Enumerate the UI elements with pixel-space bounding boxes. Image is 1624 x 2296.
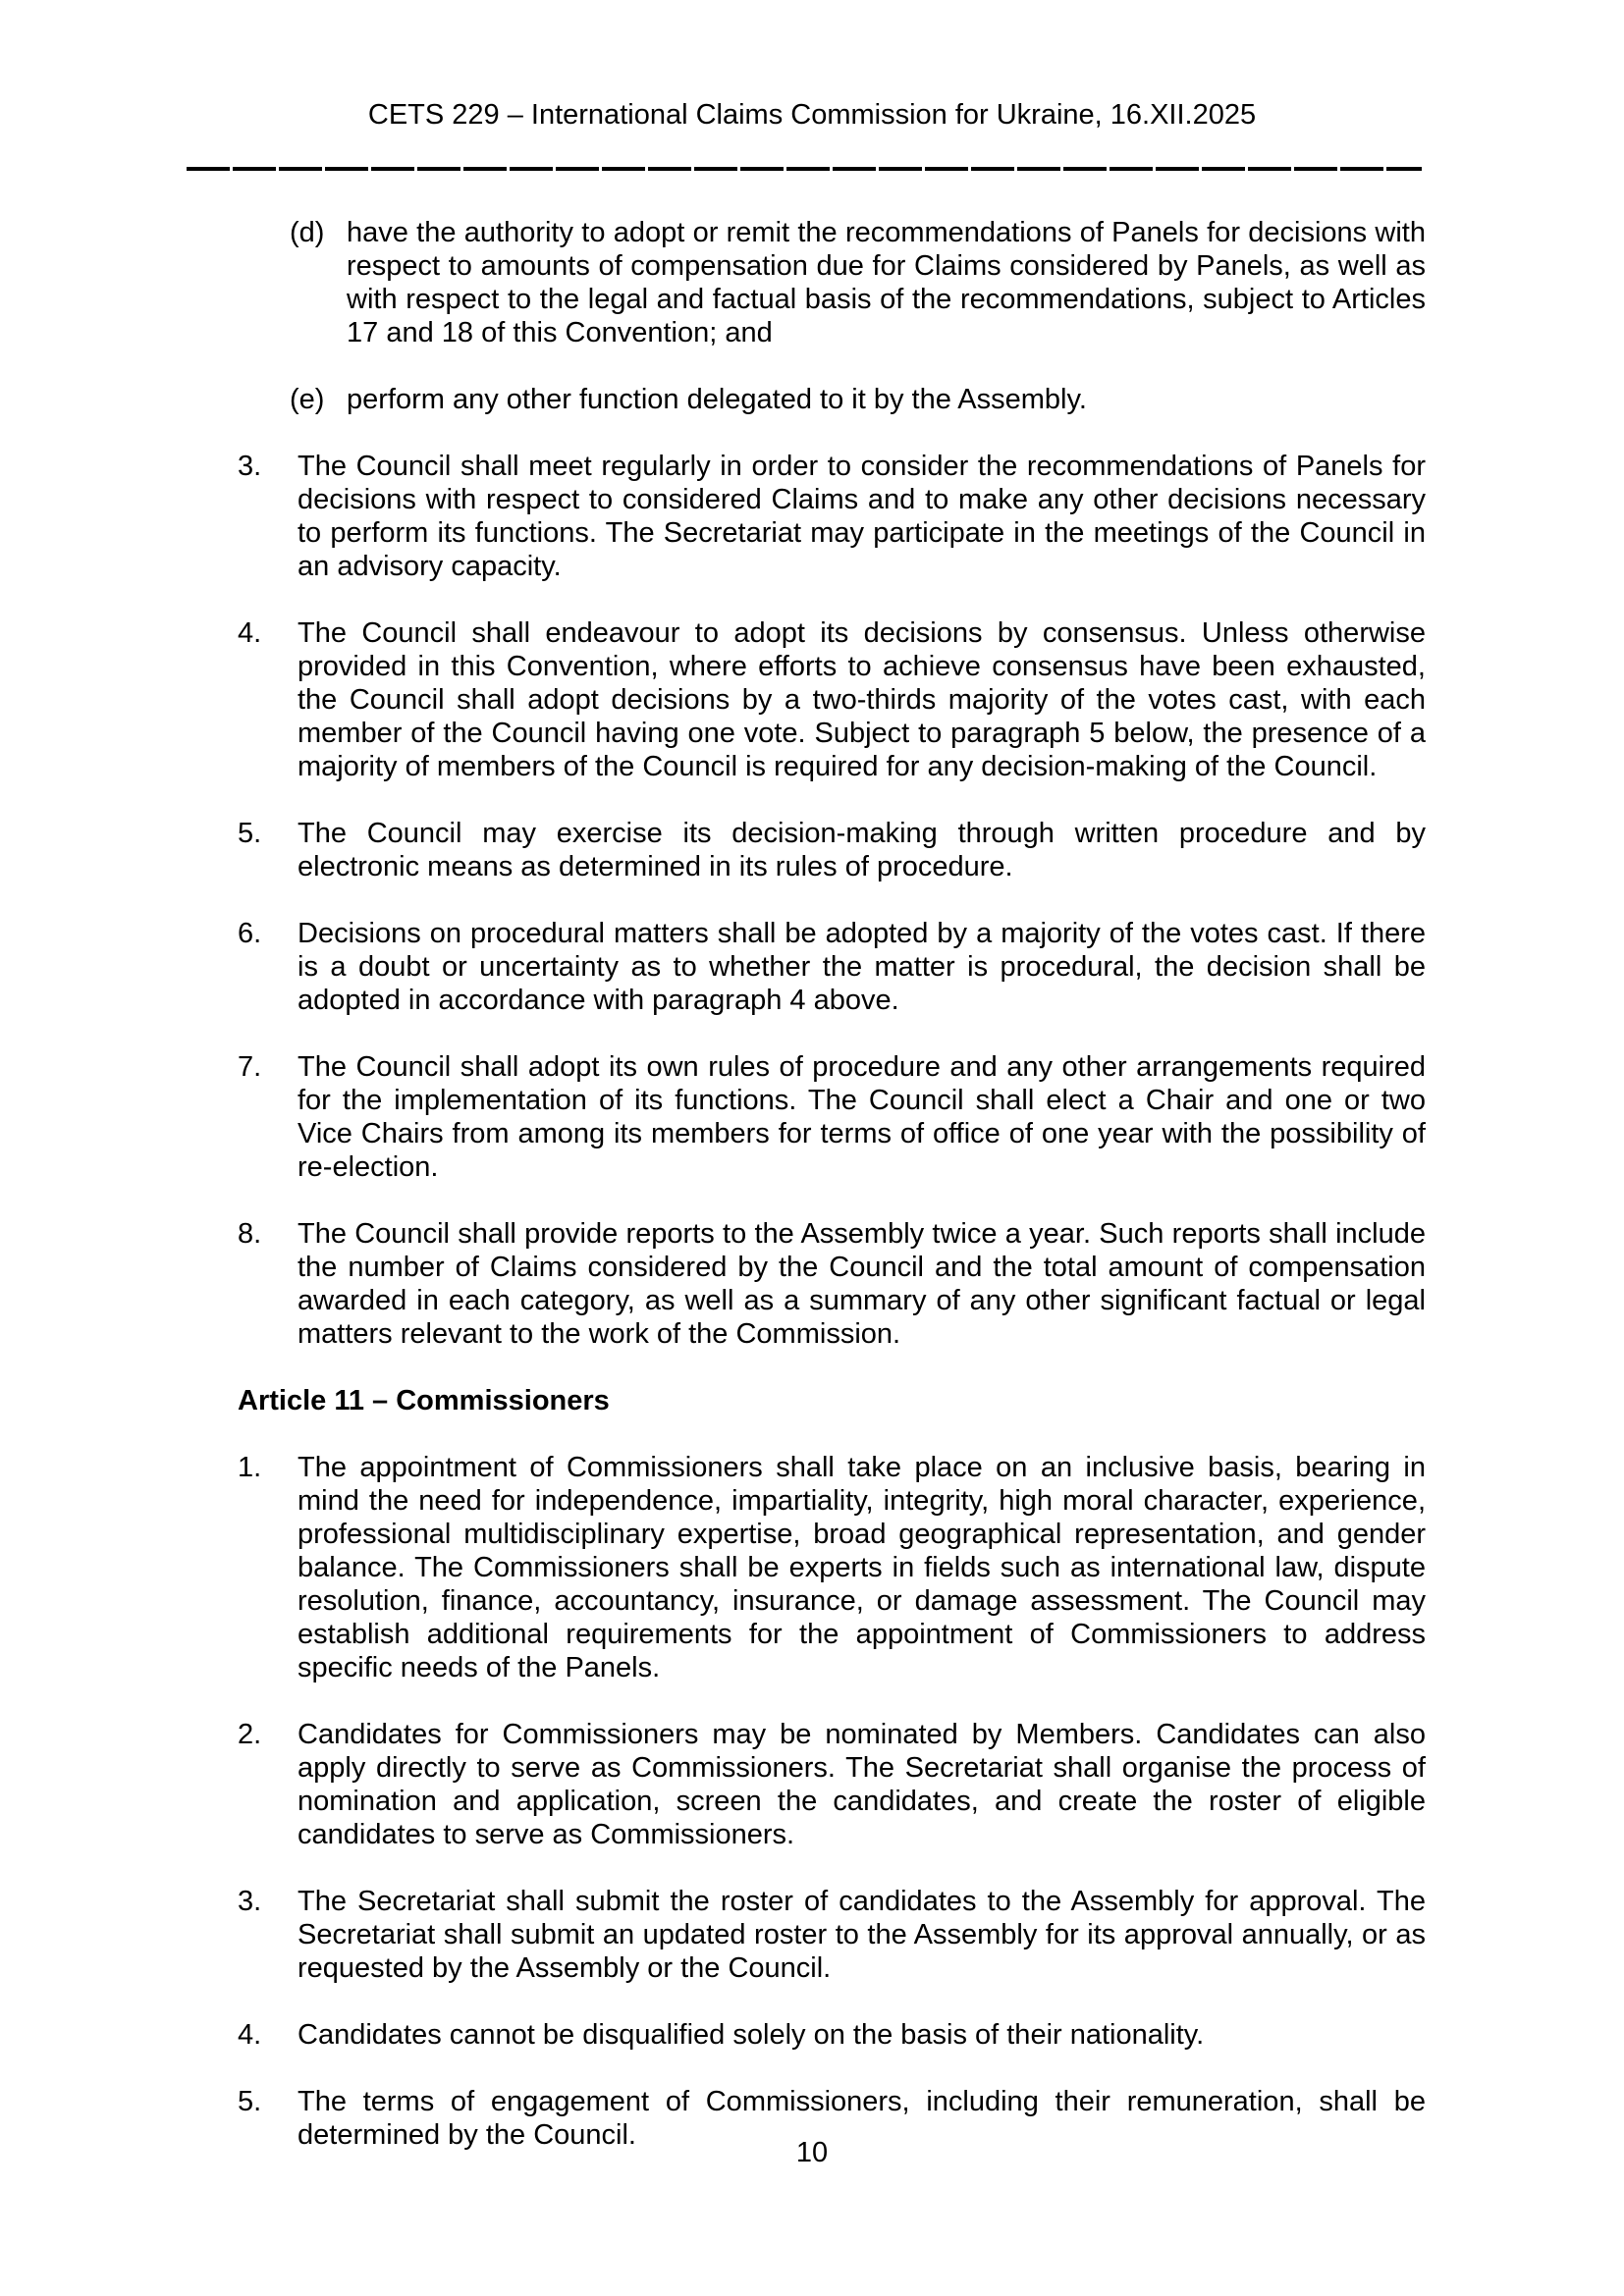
list-item-council-4 [238, 616, 1426, 783]
list-item-commissioners-1 [238, 1451, 1426, 1684]
item-text: The Council shall endeavour to adopt its decisions by consensus. Unless otherwise provided in this Convention, where efforts to achieve consensus have been exhausted, the Council shall adopt decisions by a two-thirds majority of the votes cast, with each member of the Council having one vote. Subject to paragraph 5 below, the presence of a majority of members of the Council is required for any decision-making of the Council. [298, 617, 1426, 782]
item-text: Candidates cannot be disqualified solely on the basis of their nationality. [298, 2019, 1205, 2051]
list-item-commissioners-4 [238, 2018, 1426, 2052]
page-footer [0, 2136, 1624, 2169]
item-text: The Secretariat shall submit the roster of candidates to the Assembly for approval. The Secretariat shall submit an updated roster to the Assembly for its approval annually, or as requested by the Assembly or the Council. [298, 1886, 1426, 1984]
item-number: 3. [238, 451, 262, 482]
item-number: 6. [238, 918, 262, 949]
list-item-council-5 [238, 817, 1426, 883]
item-number: 7. [238, 1051, 262, 1083]
clause-label: (d) [290, 217, 325, 248]
item-text: The Council shall adopt its own rules of procedure and any other arrangements required for the implementation of its functions. The Council shall elect a Chair and one or two Vice Chairs from among its members for terms of office of one year with the possibility of re-election. [298, 1051, 1426, 1183]
item-text: The Council may exercise its decision-making through written procedure and by electronic means as determined in its rules of procedure. [298, 818, 1426, 882]
clause-text: have the authority to adopt or remit the recommendations of Panels for decisions with respect to amounts of compensation due for Claims considered by Panels, as well as with respect to the legal and factual basis of the recommendations, subject to Articles 17 and 18 of this Convention; and [347, 217, 1426, 348]
item-number: 5. [238, 818, 262, 849]
list-item-council-7 [238, 1050, 1426, 1184]
item-text: The terms of engagement of Commissioners, including their remuneration, shall be determined by the Council. [298, 2086, 1426, 2151]
item-number: 3. [238, 1886, 262, 1917]
item-text: The Council shall provide reports to the Assembly twice a year. Such reports shall include the number of Claims considered by the Council and the total amount of compensation awarded in each category, as well as a summary of any other significant factual or legal matters relevant to the work of the Commission. [298, 1218, 1426, 1350]
clause-item-e [238, 383, 1426, 416]
clause-item-d [238, 216, 1426, 349]
item-number: 8. [238, 1218, 262, 1250]
page-number: 10 [795, 2137, 829, 2168]
clause-label: (e) [290, 384, 325, 415]
page-header-title: CETS 229 – International Claims Commission for Ukraine, 16.XII.2025 [367, 99, 1257, 131]
item-text: Decisions on procedural matters shall be adopted by a majority of the votes cast. If there is a doubt or uncertainty as to whether the matter is procedural, the decision shall be adopted in accordance with paragraph 4 above. [298, 918, 1426, 1016]
item-text: The appointment of Commissioners shall take place on an inclusive basis, bearing in mind the need for independence, impartiality, integrity, high moral character, experience, professional multidisciplinary expertise, broad geographical representation, and gender balance. The Commissioners shall be experts in fields such as international law, dispute resolution, finance, accountancy, insurance, or damage assessment. The Council may establish additional requirements for the appointment of Commissioners to address specific needs of the Panels. [298, 1452, 1426, 1683]
page-header [0, 0, 1624, 171]
clause-text: perform any other function delegated to it by the Assembly. [347, 384, 1087, 415]
item-number: 4. [238, 617, 262, 649]
item-number: 4. [238, 2019, 262, 2051]
list-item-commissioners-2 [238, 1718, 1426, 1851]
list-item-commissioners-3 [238, 1885, 1426, 1985]
article-11-heading: Article 11 – Commissioners [238, 1385, 610, 1416]
item-number: 2. [238, 1719, 262, 1750]
list-item-council-6 [238, 917, 1426, 1017]
item-text: Candidates for Commissioners may be nominated by Members. Candidates can also apply directly to serve as Commissioners. The Secretariat shall organise the process of nomination and application, screen the candidates, and create the roster of eligible candidates to serve as Commissioners. [298, 1719, 1426, 1850]
list-item-council-8 [238, 1217, 1426, 1351]
item-number: 5. [238, 2086, 262, 2117]
list-item-council-3 [238, 450, 1426, 583]
document-body [0, 171, 1624, 2152]
item-number: 1. [238, 1452, 262, 1483]
item-text: The Council shall meet regularly in order to consider the recommendations of Panels for decisions with respect to considered Claims and to make any other decisions necessary to perform its functions. The Secretariat may participate in the meetings of the Council in an advisory capacity. [298, 451, 1426, 582]
